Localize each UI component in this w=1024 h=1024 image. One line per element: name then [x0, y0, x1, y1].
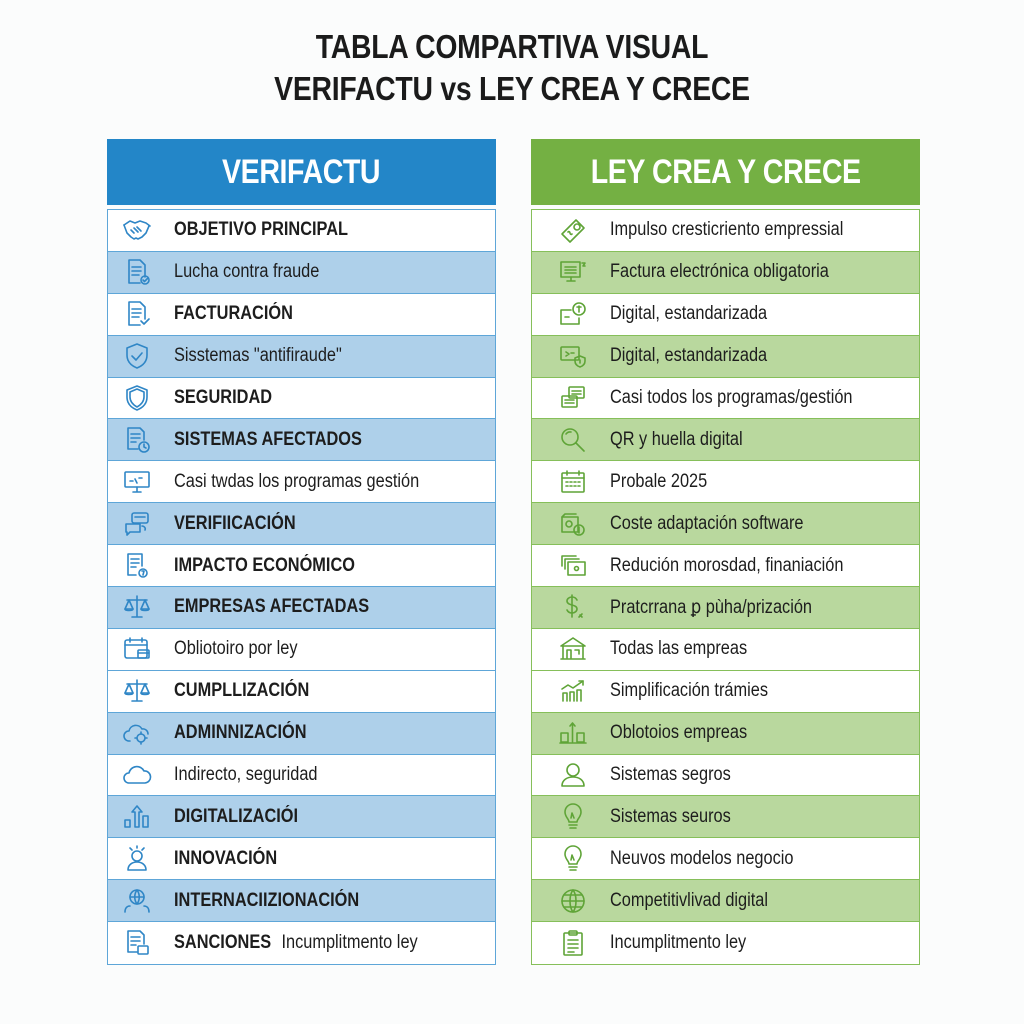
growth-chart-icon — [556, 676, 590, 706]
ley-row-2025 — [532, 461, 919, 503]
row-label: Digital, estandarizada — [610, 303, 768, 325]
row-label: Probale 2025 — [610, 470, 708, 492]
ley-row-seuros — [532, 796, 919, 838]
row-label: SEGURIDAD — [174, 387, 273, 408]
verifactu-row-antifraude — [108, 336, 495, 378]
monitor-icon — [120, 467, 154, 497]
row-label: SANCIONES Incumplitmento ley — [174, 932, 418, 954]
row-label: Competitivlivad digital — [610, 889, 769, 911]
ley-row-qr — [532, 419, 919, 461]
row-label: Factura electrónica obligatoria — [610, 261, 829, 283]
verifactu-row-fraude — [108, 252, 495, 294]
verifactu-row-objetivo — [108, 210, 495, 252]
row-label: Todas las empreas — [610, 638, 748, 660]
row-label: Lucha contra fraude — [174, 261, 320, 283]
row-label: FACTURACIÓN — [174, 303, 293, 325]
magnifier-icon — [556, 425, 590, 455]
ley-row-digital-2 — [532, 336, 919, 378]
ley-row-prization — [532, 587, 919, 629]
verifactu-column — [107, 139, 496, 965]
ley-crea-y-crece-column — [531, 139, 920, 965]
ley-row-segros — [532, 755, 919, 797]
row-label: OBJETIVO PRINCIPAL — [174, 219, 349, 241]
verifactu-row-administracion — [108, 713, 495, 755]
row-label: Casi twdas los programas gestión — [174, 470, 420, 492]
chat-documents-icon — [120, 509, 154, 539]
verifactu-rows — [107, 209, 496, 965]
calendar-icon — [556, 467, 590, 497]
verifactu-row-innovacion — [108, 838, 495, 880]
money-bill-icon — [556, 215, 590, 245]
row-label: Digital, estandarizada — [610, 345, 768, 367]
row-label: Redución morosdad, finaniación — [610, 554, 844, 576]
ley-row-todas-empresas — [532, 629, 919, 671]
lightbulb-icon — [556, 802, 590, 832]
clipboard-icon — [556, 928, 590, 958]
row-label: INNOVACIÓN — [174, 847, 278, 869]
shield-icon — [120, 383, 154, 413]
mail-shield-icon — [556, 341, 590, 371]
ley-row-digital-1 — [532, 294, 919, 336]
cloud-gear-icon — [120, 718, 154, 748]
lightbulb-icon — [556, 844, 590, 874]
verifactu-row-facturacion — [108, 294, 495, 336]
globe-icon — [556, 886, 590, 916]
growth-arrow-icon — [120, 802, 154, 832]
ley-row-modelos — [532, 838, 919, 880]
row-label: Pratcrrana ꝑ pùha/prización — [610, 596, 813, 618]
verifactu-row-digitalizacion — [108, 796, 495, 838]
row-label: Casi todos los programas/gestión — [610, 387, 853, 408]
document-check-icon — [120, 299, 154, 329]
page-title — [72, 26, 953, 110]
ley-row-obligatorios — [532, 713, 919, 755]
ley-row-impulso — [532, 210, 919, 252]
ley-row-competitividad — [532, 880, 919, 922]
cards-coin-icon — [556, 551, 590, 581]
ley-row-factura — [532, 252, 919, 294]
user-icon — [556, 760, 590, 790]
person-idea-icon — [120, 844, 154, 874]
row-label: Impulso cresticriento empressial — [610, 219, 844, 241]
verifactu-row-sistemas-afectados — [108, 419, 495, 461]
title-line-1: TABLA COMPARTIVA VISUAL — [315, 28, 709, 65]
verifactu-row-impacto — [108, 545, 495, 587]
row-label: EMPRESAS AFECTADAS — [174, 596, 370, 618]
monitor-doc-icon — [556, 257, 590, 287]
document-coin-icon — [120, 551, 154, 581]
shield-check-icon — [120, 341, 154, 371]
scales-icon — [120, 592, 154, 622]
row-label: Coste adaptación software — [610, 512, 804, 534]
ley-row-programas — [532, 378, 919, 420]
ley-row-incumplimiento — [532, 922, 919, 964]
ley-rows — [531, 209, 920, 965]
row-label: Neuvos modelos negocio — [610, 847, 794, 869]
ley-header: LEY CREA Y CRECE — [531, 139, 920, 205]
row-label: CUMPLLIZACIÓN — [174, 680, 310, 702]
row-label: ADMINNIZACIÓN — [174, 722, 307, 744]
row-label: Sistemas segros — [610, 764, 731, 786]
row-detail: Incumplitmento ley — [281, 932, 418, 954]
row-label: INTERNACIIZIONACIÓN — [174, 889, 360, 911]
row-label: Obliotoiro por ley — [174, 638, 298, 660]
invoice-coin-icon — [556, 299, 590, 329]
document-clock-icon — [120, 425, 154, 455]
calendar-card-icon — [120, 634, 154, 664]
cloud-icon — [120, 760, 154, 790]
verifactu-row-sanciones — [108, 922, 495, 964]
row-label: Simplificación trámies — [610, 680, 769, 702]
row-label: DIGITALIZACIÓI — [174, 805, 299, 827]
row-label: Incumplitmento ley — [610, 932, 747, 954]
row-label: SISTEMAS AFECTADOS — [174, 428, 362, 450]
row-label: VERIFIICACIÓN — [174, 512, 296, 534]
verifactu-row-cumplimiento — [108, 671, 495, 713]
ley-row-morosidad — [532, 545, 919, 587]
dollar-icon — [556, 592, 590, 622]
verifactu-row-obligatorio — [108, 629, 495, 671]
handshake-icon — [120, 215, 154, 245]
documents-stack-icon — [556, 383, 590, 413]
scales-icon — [120, 676, 154, 706]
row-label: QR y huella digital — [610, 428, 743, 450]
document-check-icon — [120, 257, 154, 287]
ley-row-coste — [532, 503, 919, 545]
row-label: IMPACTO ECONÓMICO — [174, 554, 355, 576]
verifactu-row-indirecto — [108, 755, 495, 797]
title-line-2: VERIFACTU vs LEY CREA Y CRECE — [274, 70, 750, 107]
verifactu-row-internacionalizacion — [108, 880, 495, 922]
verifactu-header: VERIFACTU — [107, 139, 496, 205]
row-label: Oblotoios empreas — [610, 722, 748, 744]
row-label: Sisstemas "antifiraude" — [174, 345, 342, 367]
verifactu-row-empresas-afectadas — [108, 587, 495, 629]
ley-row-simplificacion — [532, 671, 919, 713]
document-stamp-icon — [120, 928, 154, 958]
globe-people-icon — [120, 886, 154, 916]
row-label: Sistemas seuros — [610, 805, 731, 827]
row-label: Indirecto, seguridad — [174, 764, 318, 786]
wallet-coin-icon — [556, 509, 590, 539]
verifactu-row-seguridad — [108, 378, 495, 420]
buildings-arrow-icon — [556, 718, 590, 748]
verifactu-row-programas — [108, 461, 495, 503]
verifactu-row-verificacion — [108, 503, 495, 545]
bank-icon — [556, 634, 590, 664]
